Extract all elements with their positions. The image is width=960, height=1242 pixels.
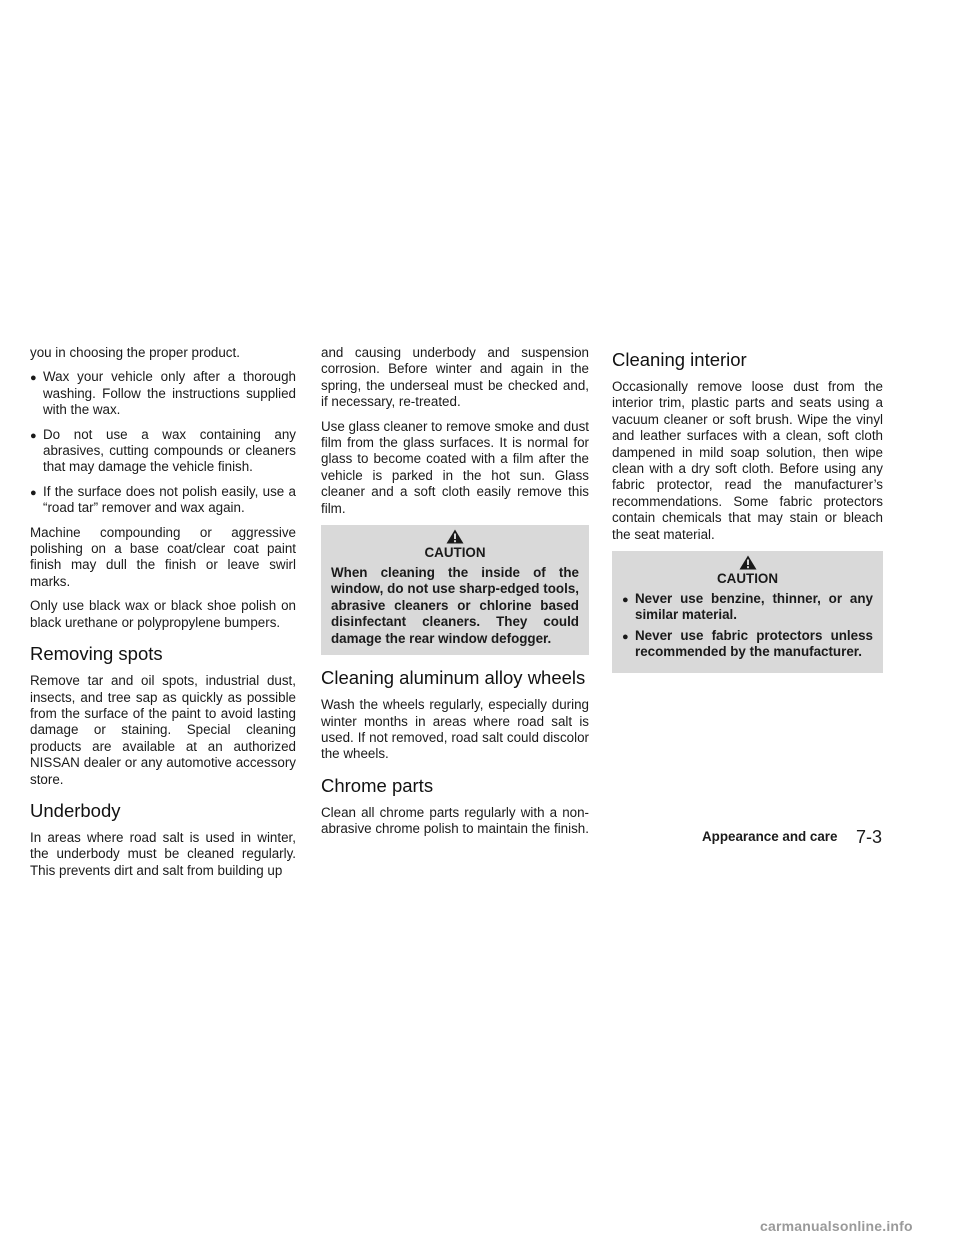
- caution-box: [321, 525, 589, 655]
- list-item-text: Never use benzine, thinner, or any similar material.: [635, 591, 873, 623]
- wheels-text: Wash the wheels regularly, especially during winter months in areas where road salt is used. If not removed, road salt could discolor the wheels.: [321, 697, 589, 762]
- list-item: [30, 484, 296, 517]
- bullet-icon: ●: [30, 486, 37, 499]
- list-item-text: Wax your vehicle only after a thorough washing. Follow the instructions supplied with the wax.: [43, 369, 296, 418]
- caution-header: [331, 529, 579, 561]
- interior-heading: Cleaning interior: [612, 349, 747, 370]
- column-right: [612, 345, 883, 685]
- glass-cleaning-text: Use glass cleaner to remove smoke and dust film from the glass surfaces. It is normal for glass to become coated with a film after the vehicle is parked in the hot sun. Glass cleaner and a soft cloth easily remove this film.: [321, 418, 589, 516]
- warning-triangle-icon: [739, 555, 757, 570]
- caution-header: [622, 555, 873, 587]
- interior-text: Occasionally remove loose dust from the interior trim, plastic parts and seats using a vacuum cleaner or soft brush. Wipe the vinyl and leather surfaces with a clean, soft cloth dampened in mild soap solution, then wipe clean with a dry soft cloth. Before using any fabric protector, read the manufacturer’s recommendations. Some fabric protectors contain chemicals that may stain or bleach the seat material.: [612, 379, 883, 542]
- intro-text: you in choosing the proper product.: [30, 345, 240, 360]
- underbody-heading: Underbody: [30, 799, 121, 821]
- underbody-continued-text: and causing underbody and suspension corrosion. Before winter and again in the spring, the underseal must be checked and, if necessary, re-treated.: [321, 345, 589, 410]
- caution-text: When cleaning the inside of the window, do not use sharp-edged tools, abrasive cleaners or chlorine based disinfectant cleaners. They could damage the rear window defogger.: [331, 565, 579, 646]
- page-number: 7-3: [856, 827, 883, 847]
- page-footer: [700, 827, 900, 851]
- caution-label: CAUTION: [717, 571, 778, 587]
- caution-label: CAUTION: [424, 545, 486, 561]
- column-middle: [321, 345, 589, 846]
- bullet-icon: ●: [30, 429, 37, 442]
- bullet-icon: ●: [622, 630, 629, 643]
- list-item: [30, 369, 296, 418]
- list-item-text: If the surface does not polish easily, use a “road tar” remover and wax again.: [43, 483, 296, 516]
- list-item: [622, 628, 873, 661]
- section-title: Appearance and care: [702, 829, 838, 844]
- bullet-icon: ●: [622, 594, 629, 607]
- chrome-heading: Chrome parts: [321, 774, 434, 796]
- bumper-wax-text: Only use black wax or black shoe polish on black urethane or polypropylene bumpers.: [30, 598, 296, 630]
- wheels-heading: Cleaning aluminum alloy wheels: [321, 667, 586, 689]
- compounding-text: Machine compounding or aggressive polishing on a base coat/clear coat paint finish may dull the finish or leave swirl marks.: [30, 524, 296, 589]
- chrome-text: Clean all chrome parts regularly with a non-abrasive chrome polish to maintain the finish.: [321, 804, 589, 837]
- watermark: carmanualsonline.info: [760, 1218, 913, 1234]
- caution-box: [612, 551, 883, 673]
- removing-spots-heading: Removing spots: [30, 643, 163, 665]
- column-left: [30, 345, 296, 887]
- list-item-text: Never use fabric protectors unless recommended by the manufacturer.: [635, 627, 873, 660]
- bullet-icon: ●: [30, 372, 37, 385]
- list-item: [30, 427, 296, 476]
- list-item: [622, 591, 873, 624]
- warning-triangle-icon: [446, 529, 464, 544]
- underbody-text: In areas where road salt is used in winter, the underbody must be cleaned regularly. This prevents dirt and salt from building up: [30, 829, 296, 878]
- list-item-text: Do not use a wax containing any abrasives, cutting compounds or cleaners that may damage the vehicle finish.: [43, 426, 296, 475]
- removing-spots-text: Remove tar and oil spots, industrial dust, insects, and tree sap as quickly as possible from the surface of the paint to avoid lasting damage or staining. Special cleaning products are available at an authorized NISSAN dealer or any automotive accessory store.: [30, 673, 296, 787]
